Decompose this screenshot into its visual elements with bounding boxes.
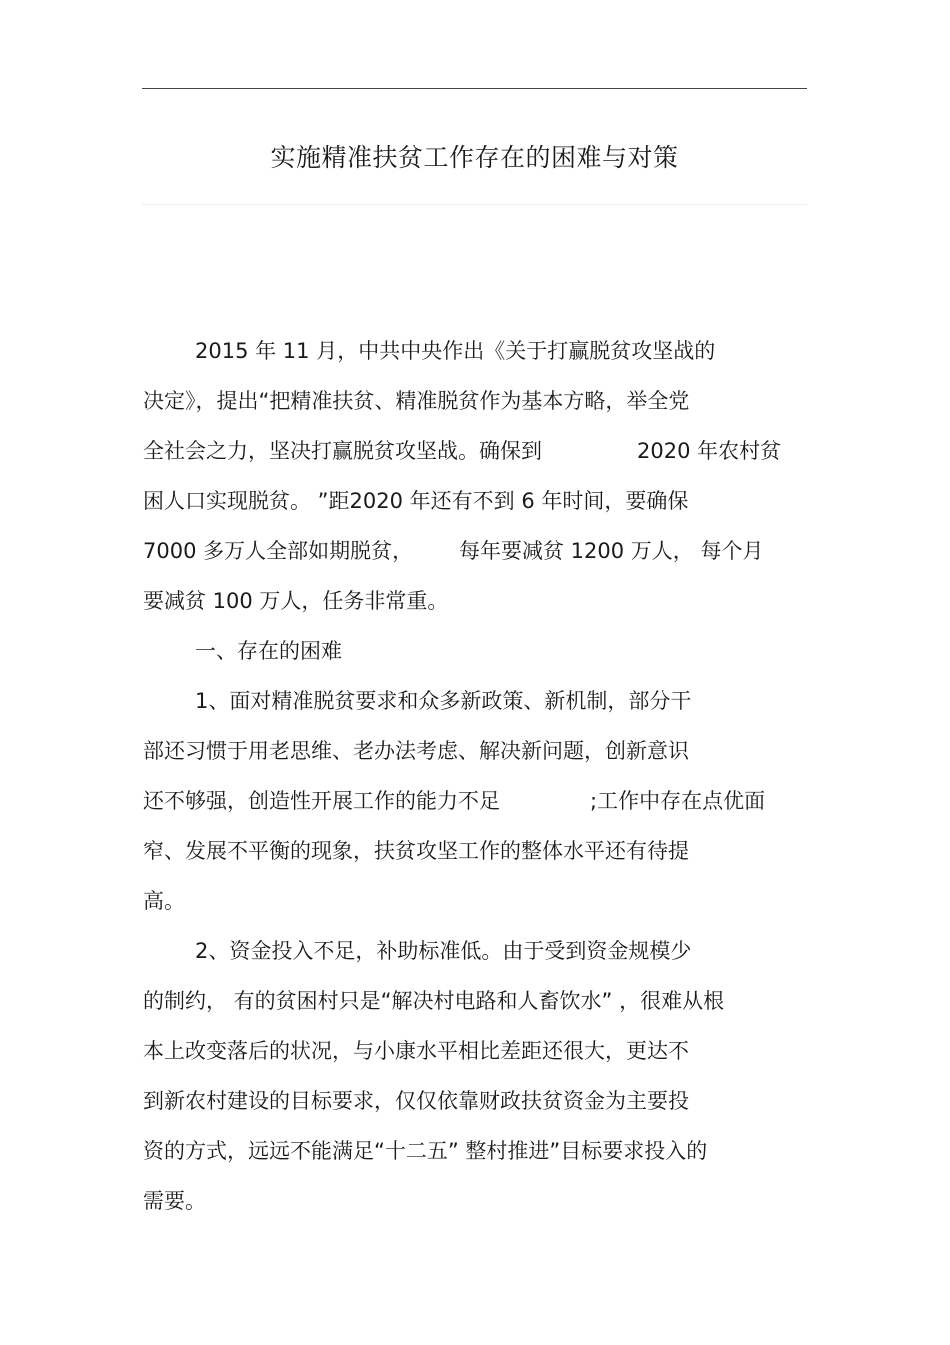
body-line: 需要。 [143, 1189, 206, 1213]
header-rule [142, 88, 807, 89]
body-line: 高。 [143, 889, 185, 913]
section-heading: 一、存在的困难 [195, 639, 342, 663]
body-line: 窄、发展不平衡的现象，扶贫攻坚工作的整体水平还有待提 [143, 839, 689, 863]
body-line: 到新农村建设的目标要求，仅仅依靠财政扶贫资金为主要投 [143, 1089, 689, 1113]
body-line: 部还习惯于用老思维、老办法考虑、解决新问题，创新意识 [143, 739, 689, 763]
body-line: 2020 年农村贫 [637, 439, 782, 463]
body-line: 困人口实现脱贫。 ”距2020 年还有不到 6 年时间，要确保 [143, 489, 689, 513]
body-line: 的制约， 有的贫困村只是“解决村电路和人畜饮水” ，很难从根 [143, 989, 725, 1013]
body-line: 1、面对精准脱贫要求和众多新政策、新机制，部分干 [195, 689, 692, 713]
body-line: 全社会之力，坚决打赢脱贫攻坚战。确保到 [143, 439, 542, 463]
body-line: 7000 多万人全部如期脱贫， [143, 539, 414, 563]
body-line: 资的方式，远远不能满足“十二五” 整村推进”目标要求投入的 [143, 1139, 708, 1163]
body-line: 还不够强，创造性开展工作的能力不足 [143, 789, 500, 813]
body-line: 每年要减贫 1200 万人， 每个月 [459, 539, 764, 563]
body-line: 本上改变落后的状况，与小康水平相比差距还很大，更达不 [143, 1039, 689, 1063]
document-title: 实施精准扶贫工作存在的困难与对策 [270, 143, 679, 172]
body-line: 2、资金投入不足，补助标准低。由于受到资金规模少 [195, 939, 692, 963]
body-line: ;工作中存在点优面 [590, 789, 766, 813]
body-line: 决定》，提出“把精准扶贫、精准脱贫作为基本方略，举全党 [143, 389, 690, 413]
body-line: 要减贫 100 万人，任务非常重。 [143, 589, 449, 613]
title-underline [142, 204, 807, 205]
body-line: 2015 年 11 月，中共中央作出《关于打赢脱贫攻坚战的 [195, 339, 716, 363]
